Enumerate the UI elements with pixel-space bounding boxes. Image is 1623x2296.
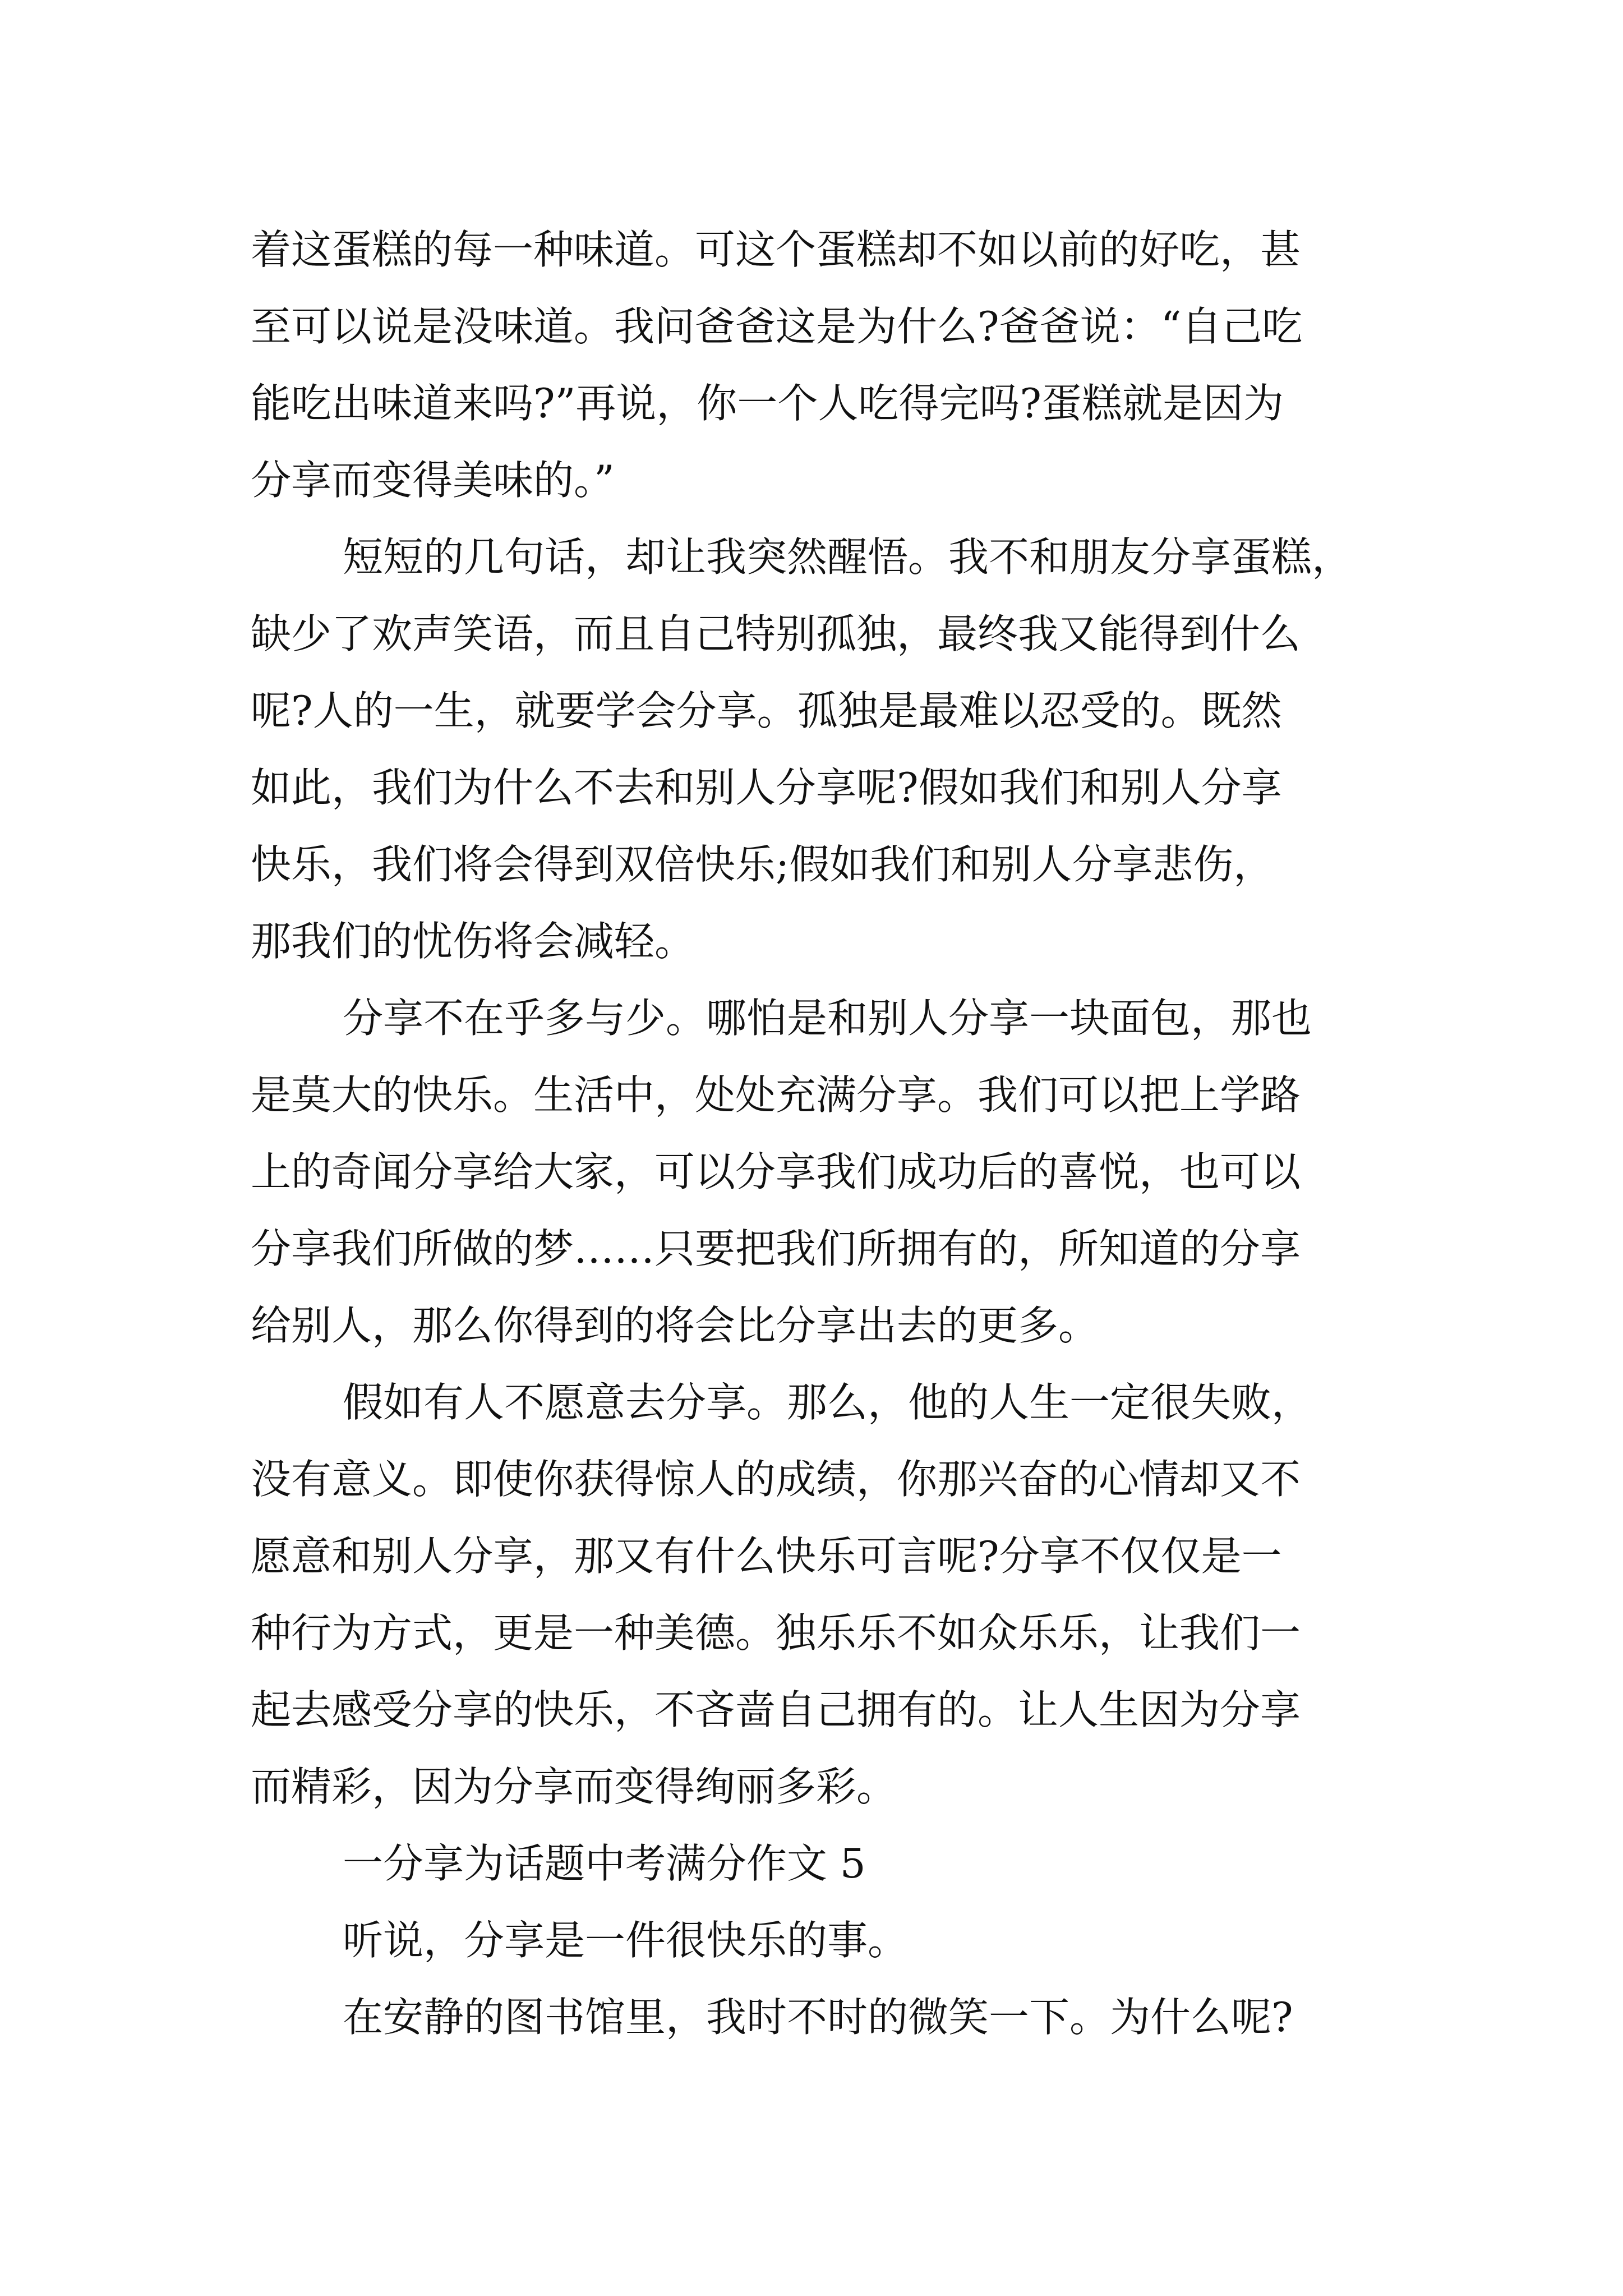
text-line: 快乐，我们将会得到双倍快乐;假如我们和别人分享悲伤， xyxy=(251,841,1274,888)
text-line: 给别人，那么你得到的将会比分享出去的更多。 xyxy=(251,1302,1099,1349)
section-heading: 一分享为话题中考满分作文 5 xyxy=(343,1840,866,1887)
paragraph-first-line: 假如有人不愿意去分享。那么，他的人生一定很失败， xyxy=(343,1379,1312,1426)
text-line: 分享我们所做的梦……只要把我们所拥有的，所知道的分享 xyxy=(251,1225,1301,1272)
text-line: 愿意和别人分享，那又有什么快乐可言呢?分享不仅仅是一 xyxy=(251,1533,1282,1580)
text-line: 如此，我们为什么不去和别人分享呢?假如我们和别人分享 xyxy=(251,764,1282,811)
paragraph-first-line: 听说，分享是一件很快乐的事。 xyxy=(343,1917,909,1964)
text-line: 能吃出味道来吗?”再说，你一个人吃得完吗?蛋糕就是因为 xyxy=(251,380,1284,427)
text-line: 那我们的忧伤将会减轻。 xyxy=(251,918,695,965)
text-line: 上的奇闻分享给大家，可以分享我们成功后的喜悦，也可以 xyxy=(251,1148,1301,1195)
text-line: 缺少了欢声笑语，而且自己特别孤独，最终我又能得到什么 xyxy=(251,610,1301,657)
text-line: 呢?人的一生，就要学会分享。孤独是最难以忍受的。既然 xyxy=(251,687,1282,734)
text-line: 着这蛋糕的每一种味道。可这个蛋糕却不如以前的好吃，甚 xyxy=(251,226,1301,273)
text-line: 分享而变得美味的。” xyxy=(251,457,615,504)
text-line: 而精彩，因为分享而变得绚丽多彩。 xyxy=(251,1763,897,1810)
text-line: 没有意义。即使你获得惊人的成绩，你那兴奋的心情却又不 xyxy=(251,1456,1301,1503)
paragraph-first-line: 短短的几句话，却让我突然醒悟。我不和朋友分享蛋糕， xyxy=(343,533,1353,581)
text-line: 至可以说是没味道。我问爸爸这是为什么?爸爸说：“自己吃 xyxy=(251,303,1303,350)
text-line: 种行为方式，更是一种美德。独乐乐不如众乐乐，让我们一 xyxy=(251,1609,1301,1657)
text-line: 是莫大的快乐。生活中，处处充满分享。我们可以把上学路 xyxy=(251,1071,1301,1119)
text-line: 起去感受分享的快乐，不吝啬自己拥有的。让人生因为分享 xyxy=(251,1686,1301,1733)
paragraph-first-line: 分享不在乎多与少。哪怕是和别人分享一块面包，那也 xyxy=(343,995,1312,1042)
paragraph-first-line: 在安静的图书馆里，我时不时的微笑一下。为什么呢? xyxy=(343,1994,1293,2041)
